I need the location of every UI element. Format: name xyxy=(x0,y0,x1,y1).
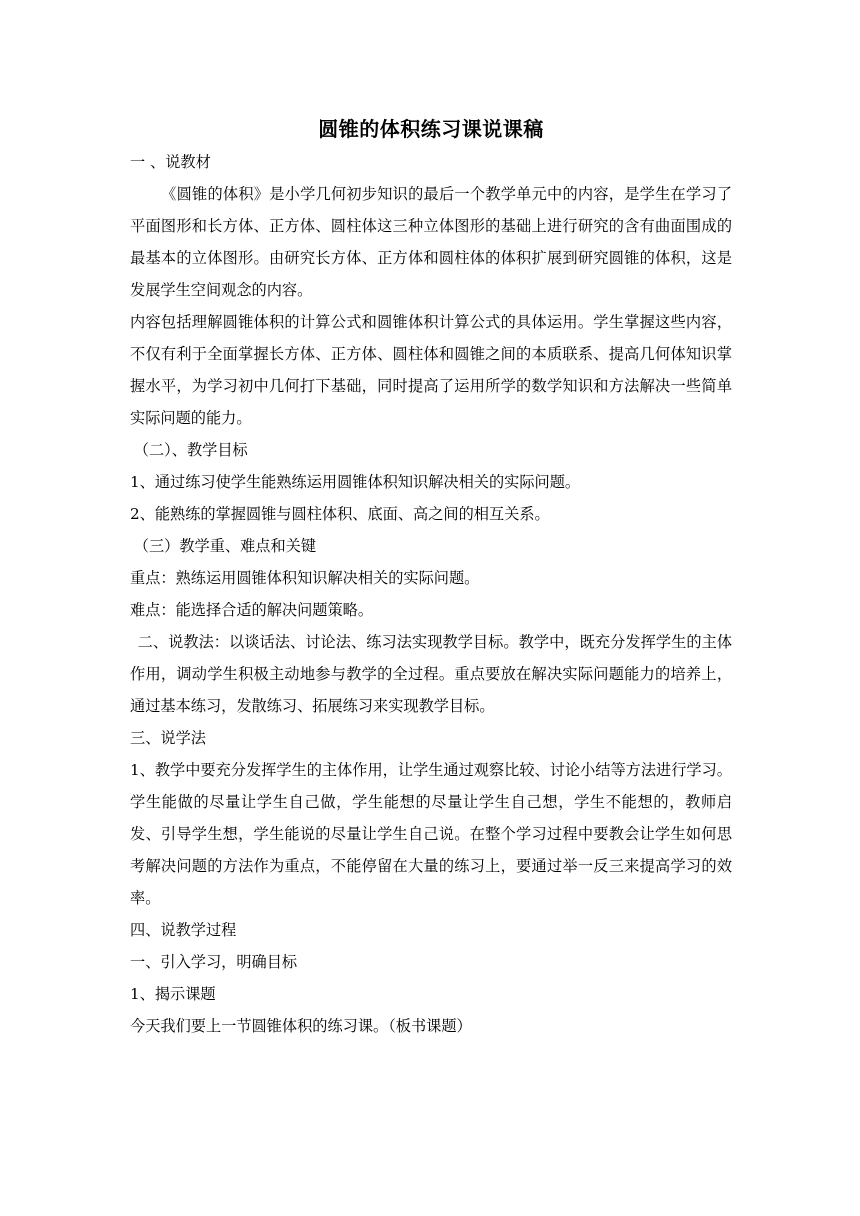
document-title: 圆锥的体积练习课说课稿 xyxy=(318,117,544,141)
paragraph-lesson-intro: 今天我们要上一节圆锥体积的练习课。（板书课题） xyxy=(130,1017,472,1035)
paragraph-learning-method: 1、教学中要充分发挥学生的主体作用，让学生通过观察比较、讨论小结等方法进行学习。学生能做的尽量让学生自己做，学生能想的尽量让学生自己想，学生不能想的，教师启发、引导学生想，学生能说的尽量让学生自己说。在整个学习过程中要教会让学生如何思考解决问题的方法作为重点，不能停留在大量的练习上，要通过举一反三来提高学习的效率。 xyxy=(130,761,732,907)
paragraph-teaching-method: 二、说教法：以谈话法、讨论法、练习法实现教学目标。教学中，既充分发挥学生的主体作用，调动学生积极主动地参与教学的全过程。重点要放在解决实际问题能力的培养上，通过基本练习，发散练习、拓展练习来实现教学目标。 xyxy=(130,633,732,715)
process-step-heading: 一、引入学习，明确目标 xyxy=(130,953,298,971)
objective-item-2: 2、能熟练的掌握圆锥与圆柱体积、底面、高之间的相互关系。 xyxy=(130,505,550,523)
section-heading-key-points: （三）教学重、难点和关键 xyxy=(133,537,317,555)
paragraph-textbook-intro: 《圆锥的体积》是小学几何初步知识的最后一个教学单元中的内容，是学生在学习了平面图形和长方体、正方体、圆柱体这三种立体图形的基础上进行研究的含有曲面围成的最基本的立体图形。由研究长方体、正方体和圆柱体的体积扩展到研究圆锥的体积，这是发展学生空间观念的内容。 xyxy=(130,185,732,299)
document-body xyxy=(130,116,732,1042)
key-point-difficulty: 难点：能选择合适的解决问题策略。 xyxy=(130,601,373,619)
key-point-focus: 重点：熟练运用圆锥体积知识解决相关的实际问题。 xyxy=(130,569,480,587)
paragraph-textbook-content: 内容包括理解圆锥体积的计算公式和圆锥体积计算公式的具体运用。学生掌握这些内容，不仅有利于全面掌握长方体、正方体、圆柱体和圆锥之间的本质联系、提高几何体知识掌握水平，为学习初中几何打下基础，同时提高了运用所学的数学知识和方法解决一些简单实际问题的能力。 xyxy=(130,313,732,427)
section-heading-objectives: （二）、教学目标 xyxy=(133,441,248,459)
section-heading-textbook: 一 、说教材 xyxy=(130,153,211,171)
section-heading-learning-method: 三、说学法 xyxy=(130,729,206,747)
objective-item-1: 1、通过练习使学生能熟练运用圆锥体积知识解决相关的实际问题。 xyxy=(130,473,581,491)
section-heading-teaching-process: 四、说教学过程 xyxy=(130,921,237,939)
process-substep-heading: 1、揭示课题 xyxy=(130,985,216,1003)
